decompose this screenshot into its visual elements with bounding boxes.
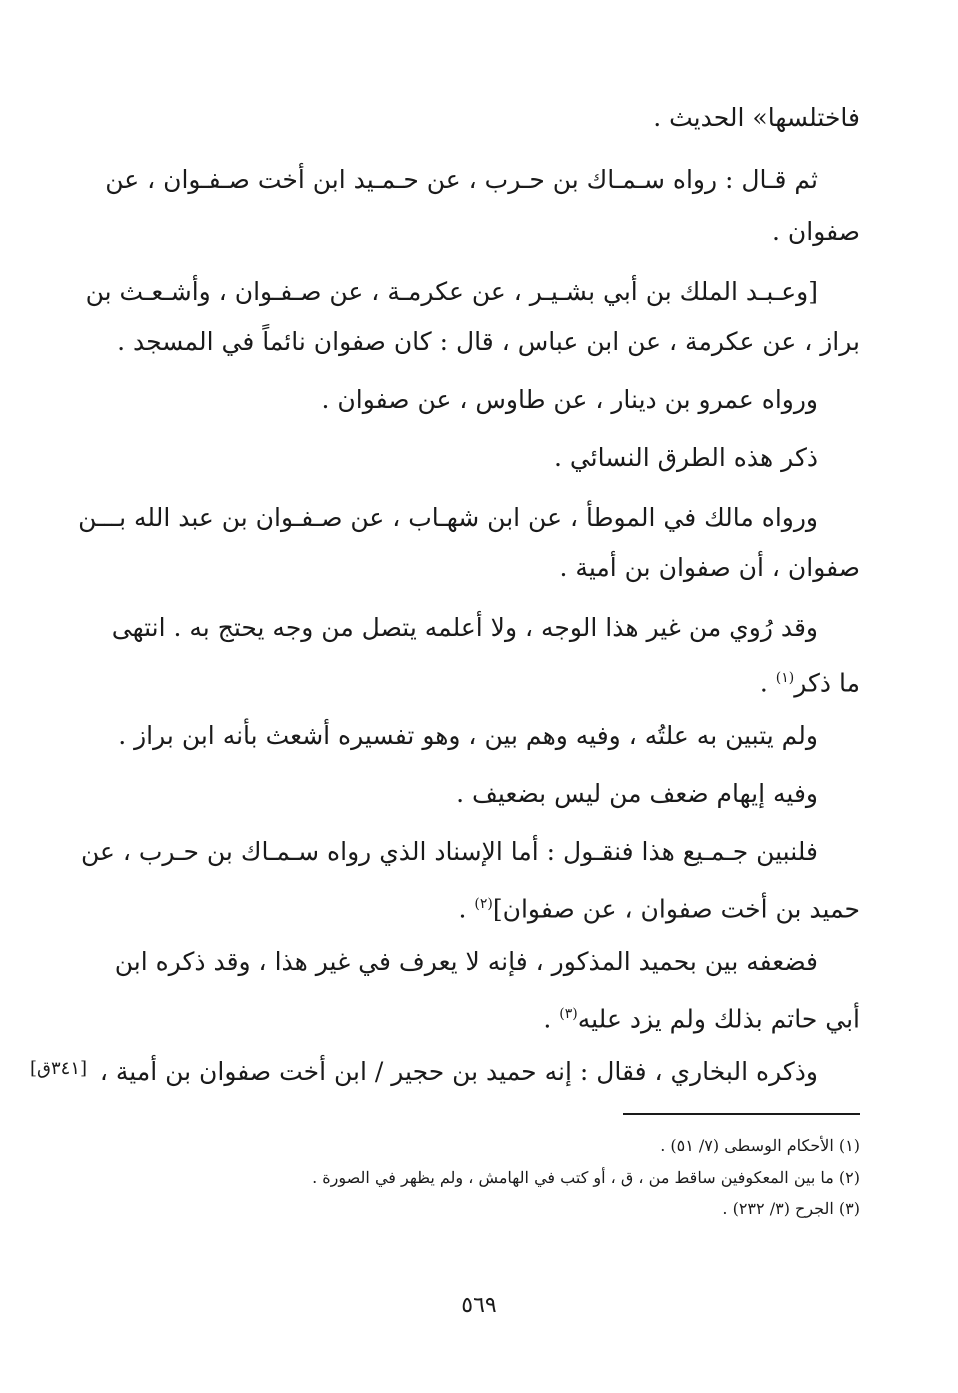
line-text: صفوان . bbox=[772, 217, 860, 246]
text-line bbox=[115, 942, 860, 982]
text-line bbox=[81, 832, 860, 872]
footnote: (١) الأحكام الوسطى (٧/ ٥١) . bbox=[660, 1136, 860, 1155]
line-text: ذكر هذه الطرق النسائي . bbox=[553, 443, 818, 472]
footnote: (٢) ما بين المعكوفين ساقط من ، ق ، أو كتب في الهامش ، ولم يظهر في الصورة . bbox=[312, 1168, 860, 1187]
text-line bbox=[78, 498, 860, 538]
text-line bbox=[117, 322, 860, 362]
text-line bbox=[554, 438, 860, 478]
text-line bbox=[100, 1052, 860, 1092]
line-text: براز ، عن عكرمة ، عن ابن عباس ، قال : كان صفوان نائماً في المسجد . bbox=[117, 327, 860, 356]
footnote-ref: (٣) bbox=[559, 1006, 578, 1022]
line-text: فضعفه بين بحميد المذكور ، فإنه لا يعرف في غير هذا ، وقد ذكره ابن bbox=[114, 947, 818, 976]
page-number: ٥٦٩ bbox=[461, 1293, 497, 1318]
line-text: حميد بن أخت صفوان ، عن صفوان] bbox=[492, 894, 860, 924]
line-tail: . bbox=[759, 668, 776, 698]
line-text: فاختلسها» الحديث . bbox=[653, 103, 860, 132]
text-line bbox=[86, 272, 860, 312]
line-text: ما ذكر bbox=[794, 668, 860, 698]
line-text: [وعـبـد الملك بن أبي بشـيـر ، عن عكرمـة ، عن صـفـوان ، وأشـعـث بن bbox=[85, 277, 818, 306]
text-line bbox=[653, 98, 860, 138]
text-line bbox=[458, 884, 860, 929]
text-line bbox=[118, 716, 860, 756]
text-line bbox=[112, 608, 860, 648]
footnote: (٣) الجرح (٣/ ٢٣٢) . bbox=[722, 1199, 860, 1218]
margin-manuscript-note: [٣٤١ق] bbox=[30, 1058, 88, 1079]
text-line bbox=[543, 994, 860, 1039]
text-line bbox=[560, 548, 860, 588]
line-text: وقد رُوي من غير هذا الوجه ، ولا أعلمه يتصل من وجه يحتج به . انتهى bbox=[111, 613, 818, 642]
line-text: ولم يتبين به علتُه ، وفيه وهم بين ، وهو تفسيره أشعث بأنه ابن براز . bbox=[118, 721, 818, 750]
footnote-ref: (١) bbox=[775, 670, 795, 686]
line-text: صفوان ، أن صفوان بن أمية . bbox=[559, 553, 860, 582]
text-line bbox=[322, 380, 860, 420]
line-text: ورواه عمرو بن دينار ، عن طاوس ، عن صفوان . bbox=[321, 385, 818, 414]
line-tail: . bbox=[543, 1004, 560, 1034]
text-line bbox=[456, 774, 860, 814]
line-tail: . bbox=[458, 894, 475, 924]
footnote-ref: (٢) bbox=[474, 896, 493, 912]
footnote-divider bbox=[623, 1113, 860, 1115]
text-line bbox=[772, 212, 860, 252]
line-text: وفيه إيهام ضعف من ليس بضعيف . bbox=[456, 779, 818, 808]
line-text: وذكره البخاري ، فقال : إنه حميد بن حجير / ابن أخت صفوان بن أمية ، bbox=[99, 1057, 818, 1086]
line-text: ورواه مالك في الموطأ ، عن ابن شهـاب ، عن صـفـوان بن عبد الله بـــن bbox=[78, 503, 818, 532]
text-line bbox=[760, 658, 860, 703]
line-text: فلنبين جـمـيع هذا فنقـول : أما الإسناد الذي رواه سـمـاك بن حـرب ، عن bbox=[80, 837, 818, 866]
text-line bbox=[105, 160, 860, 200]
line-text: أبي حاتم بذلك ولم يزد عليه bbox=[577, 1004, 860, 1034]
line-text: ثم قـال : رواه سـمـاك بن حـرب ، عن حـمـيد ابن أخت صـفـوان ، عن bbox=[105, 165, 818, 194]
